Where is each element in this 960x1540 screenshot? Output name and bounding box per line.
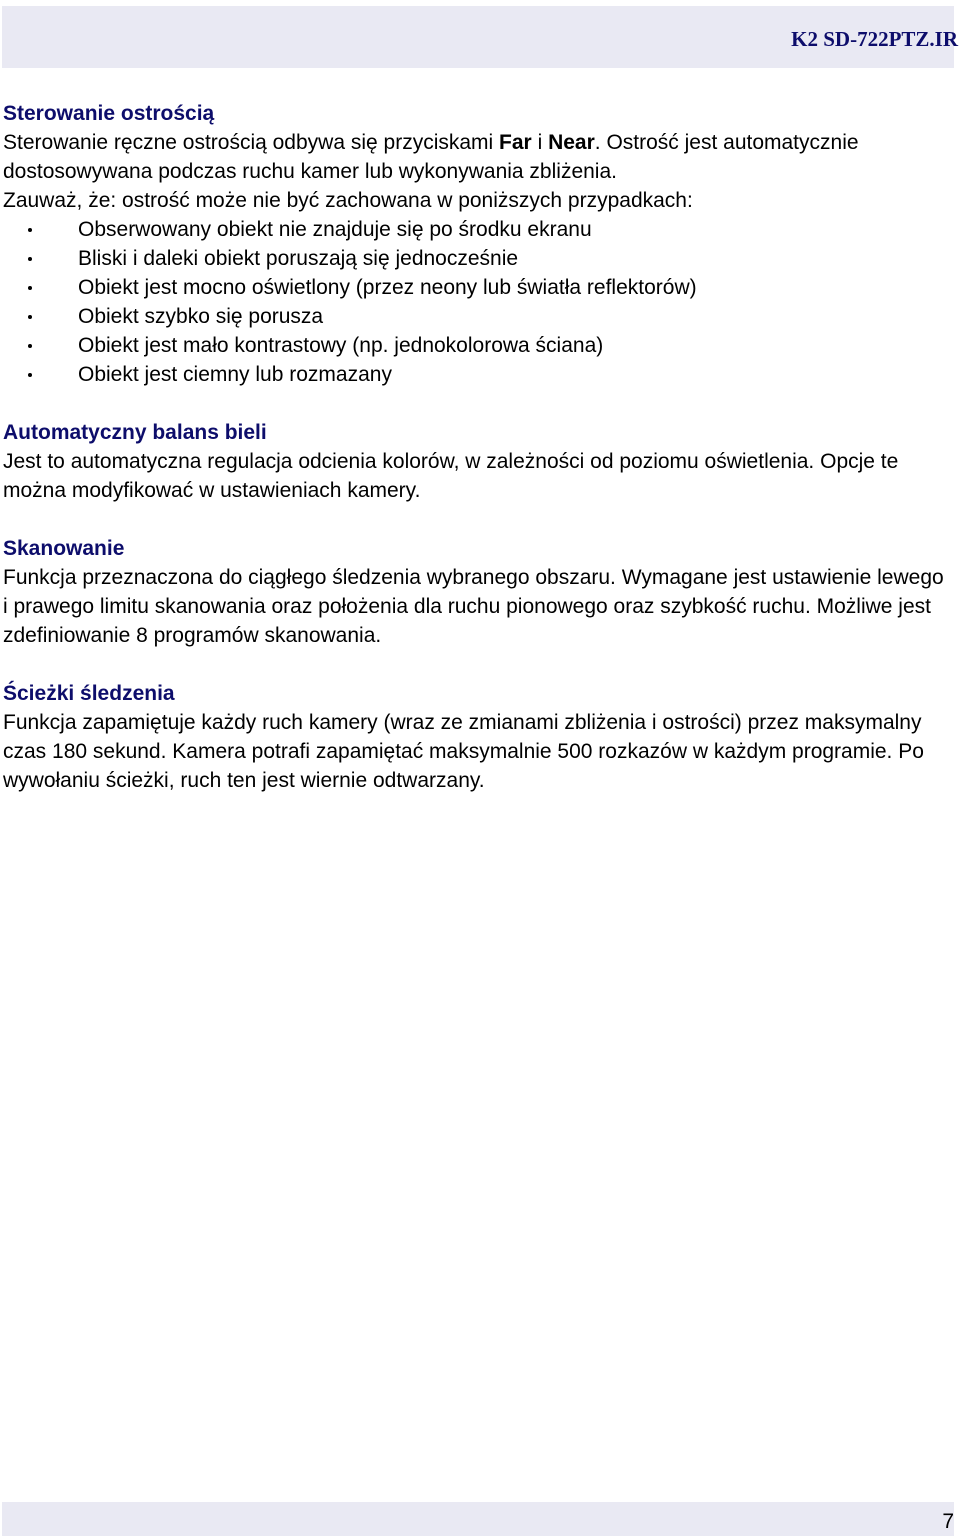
page-number: 7 [942,1510,954,1533]
section-paragraph: Jest to automatyczna regulacja odcienia kolorów, w zależności od poziomu oświetlenia. Opcje te można modyfikować w ustawieniach kamery. [3,450,899,502]
list-item [3,331,953,360]
section-heading: Skanowanie [3,537,125,560]
list-item-text: Obiekt jest mocno oświetlony (przez neony lub światła reflektorów) [78,276,697,299]
list-item [3,273,953,302]
list-item [3,244,953,273]
document-title: K2 SD-722PTZ.IR [791,27,958,51]
list-item-text: Obiekt szybko się porusza [78,305,324,328]
section-paragraph: Funkcja zapamiętuje każdy ruch kamery (wraz ze zmianami zbliżenia i ostrości) przez maksymalny czas 180 sekund. Kamera potrafi zapamiętać maksymalnie 500 rozkazów w każdym programie. Po wywołaniu ścieżki, ruch ten jest wiernie odtwarzany. [3,711,924,792]
section-focus-control [3,99,953,389]
list-item-text: Obiekt jest mało kontrastowy (np. jednokolorowa ściana) [78,334,604,357]
far-keyword: Far [499,131,532,154]
bullet-icon [28,373,32,377]
paragraph-text: i [531,131,549,154]
section-scanning [3,534,953,650]
focus-note: Zauważ, że: ostrość może nie być zachowana w poniższych przypadkach: [3,189,693,212]
list-item-text: Obiekt jest ciemny lub rozmazany [78,363,392,386]
bullet-icon [28,257,32,261]
page-content [3,99,953,795]
list-item [3,215,953,244]
section-heading: Ścieżki śledzenia [3,682,175,705]
list-item-text: Obserwowany obiekt nie znajduje się po środku ekranu [78,218,592,241]
bullet-icon [28,286,32,290]
focus-cases-list [3,215,953,389]
section-heading: Automatyczny balans bieli [3,421,267,444]
section-heading: Sterowanie ostrością [3,102,215,125]
bullet-icon [28,344,32,348]
section-paragraph [3,128,953,186]
footer-band [2,1502,954,1536]
list-item-text: Bliski i daleki obiekt poruszają się jednocześnie [78,247,519,270]
section-paragraph: Funkcja przeznaczona do ciągłego śledzenia wybranego obszaru. Wymagane jest ustawienie lewego i prawego limitu skanowania oraz położenia dla ruchu pionowego oraz szybkość ruchu. Możliwe jest zdefiniowanie 8 programów skanowania. [3,566,944,647]
near-keyword: Near [548,131,595,154]
bullet-icon [28,228,32,232]
section-tracking-paths [3,679,953,795]
paragraph-text: . Ostrość jest automatycznie dostosowywana podczas ruchu kamer lub wykonywania zbliżenia. [3,131,859,183]
paragraph-text: Sterowanie ręczne ostrością odbywa się przyciskami [3,131,500,154]
bullet-icon [28,315,32,319]
section-white-balance [3,418,953,505]
list-item [3,302,953,331]
list-item [3,360,953,389]
